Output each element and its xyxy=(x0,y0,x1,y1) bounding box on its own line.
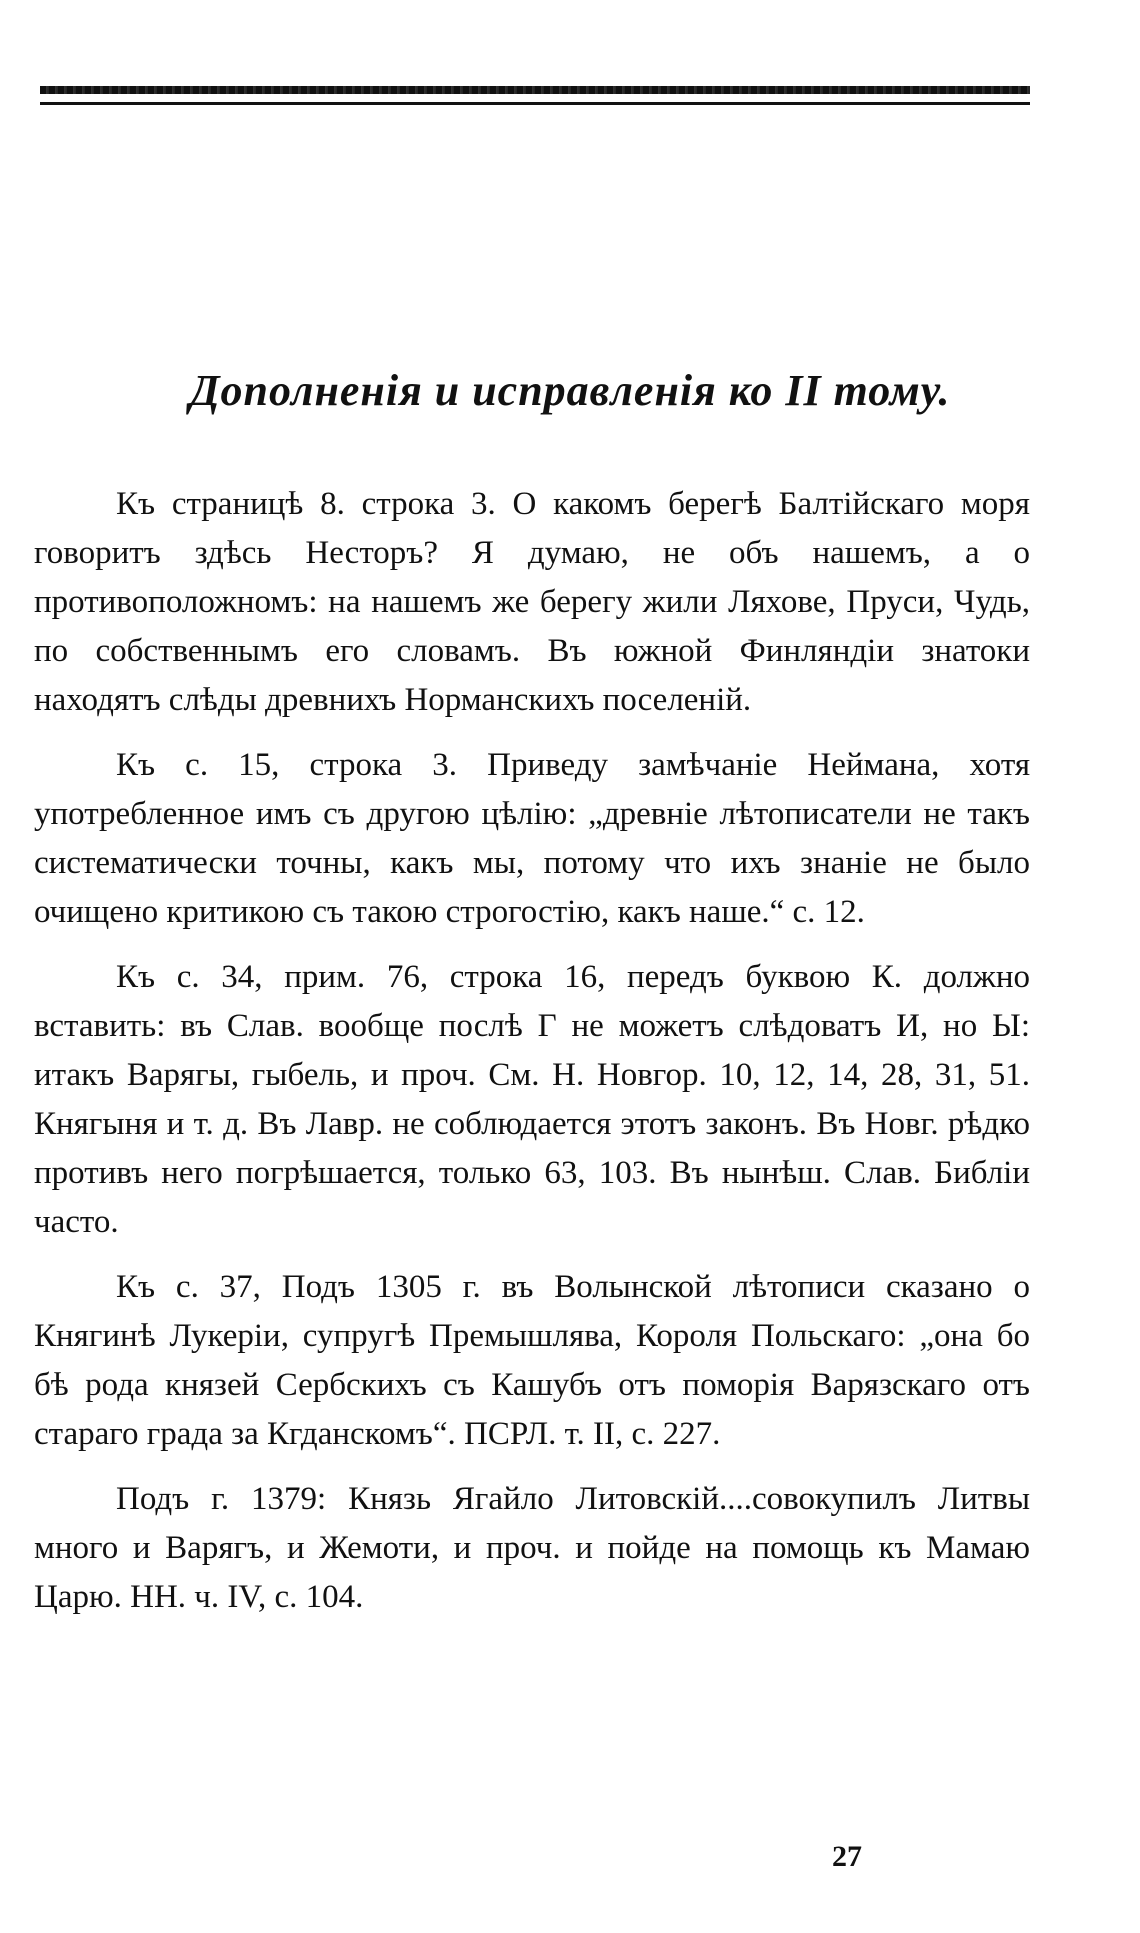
paragraph-page-15: Къ с. 15, строка 3. Приведу замѣчаніе Неймана, хотя употребленное имъ съ другою цѣлію: „древніе лѣтописатели не такъ систематически точны, какъ мы, потому что ихъ знаніе не было очищено критикою съ такою строгостію, какъ наше.“ с. 12. xyxy=(34,747,1030,930)
title-end: тому. xyxy=(833,366,951,415)
title-volume: II xyxy=(785,366,822,415)
paragraph-page-8: Къ страницѣ 8. строка 3. О какомъ берегѣ Балтійскаго моря говоритъ здѣсь Несторъ? Я думаю, не объ нашемъ, а о противоположномъ: на нашемъ же берегу жили Ляхове, Пруси, Чудь, по собственнымъ его словамъ. Въ южной Финляндіи знатоки находятъ слѣды древнихъ Норманскихъ поселеній. xyxy=(34,486,1030,718)
paragraph-year-1379: Подъ г. 1379: Князь Ягайло Литовскій....совокупилъ Литвы много и Варягъ, и Жемоти, и проч. и пойде на помощь къ Мамаю Царю. НН. ч. IV, с. 104. xyxy=(34,1481,1030,1615)
page-title xyxy=(0,365,1140,416)
page-number: 27 xyxy=(832,1840,862,1873)
body-text xyxy=(34,480,1030,1638)
paragraph-page-37: Къ с. 37, Подъ 1305 г. въ Волынской лѣтописи сказано о Княгинѣ Лукеріи, супругѣ Премышлява, Короля Польскаго: „она бо бѣ рода князей Сербскихъ съ Кашубъ отъ поморія Варязскаго отъ стараго града за Кгданскомъ“. ПСРЛ. т. II, с. 227. xyxy=(34,1269,1030,1452)
header-rule-thick xyxy=(40,86,1030,94)
paragraph-page-34: Къ с. 34, прим. 76, строка 16, передъ буквою К. должно вставить: въ Слав. вообще послѣ Г не можетъ слѣдоватъ И, но Ы: итакъ Варягы, гыбель, и проч. См. Н. Новгор. 10, 12, 14, 28, 31, 51. Княгыня и т. д. Въ Лавр. не соблюдается этотъ законъ. Въ Новг. рѣдко противъ него погрѣшается, только 63, 103. Въ нынѣш. Слав. Библіи часто. xyxy=(34,959,1030,1240)
header-rule-thin xyxy=(40,102,1030,105)
title-text: Дополненія и исправленія ко xyxy=(189,366,774,415)
